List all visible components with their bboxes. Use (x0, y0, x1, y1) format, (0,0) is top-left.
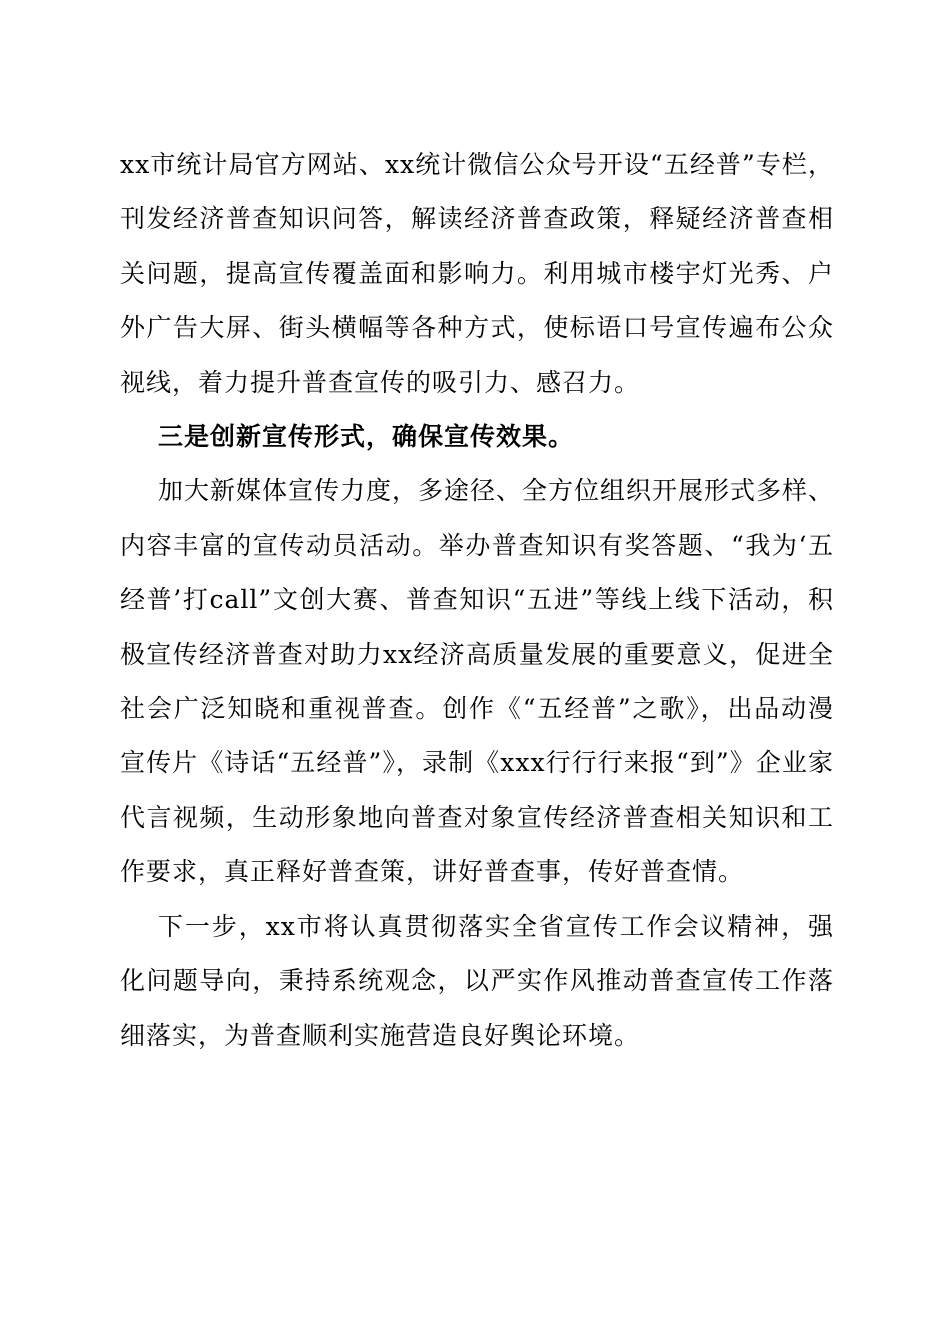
section-heading: 三是创新宣传形式，确保宣传效果。 (158, 422, 575, 452)
paragraph-next-step: 下一步，xx市将认真贯彻落实全省宣传工作会议精神，强化问题导向，秉持系统观念，以严实作风推动普查宣传工作落细落实，为普查顺利实施营造良好舆论环境。 (120, 911, 834, 1050)
paragraph-continuation: xx市统计局官方网站、xx统计微信公众号开设“五经普”专栏，刊发经济普查知识问答，解读经济普查政策，释疑经济普查相关问题，提高宣传覆盖面和影响力。利用城市楼宇灯光秀、户外广告大屏、街头横幅等各种方式，使标语口号宣传遍布公众视线，着力提升普查宣传的吸引力、感召力。 (120, 150, 834, 397)
document-body (120, 138, 834, 1063)
paragraph-new-media: 加大新媒体宣传力度，多途径、全方位组织开展形式多样、内容丰富的宣传动员活动。举办普查知识有奖答题、“我为‘五经普’打call”文创大赛、普查知识“五进”等线上线下活动，积极宣传经济普查对助力xx经济高质量发展的重要意义，促进全社会广泛知晓和重视普查。创作《“五经普”之歌》，出品动漫宣传片《诗话“五经普”》，录制《xxx行行行来报“到”》企业家代言视频，生动形象地向普查对象宣传经济普查相关知识和工作要求，真正释好普查策，讲好普查事，传好普查情。 (120, 476, 835, 887)
